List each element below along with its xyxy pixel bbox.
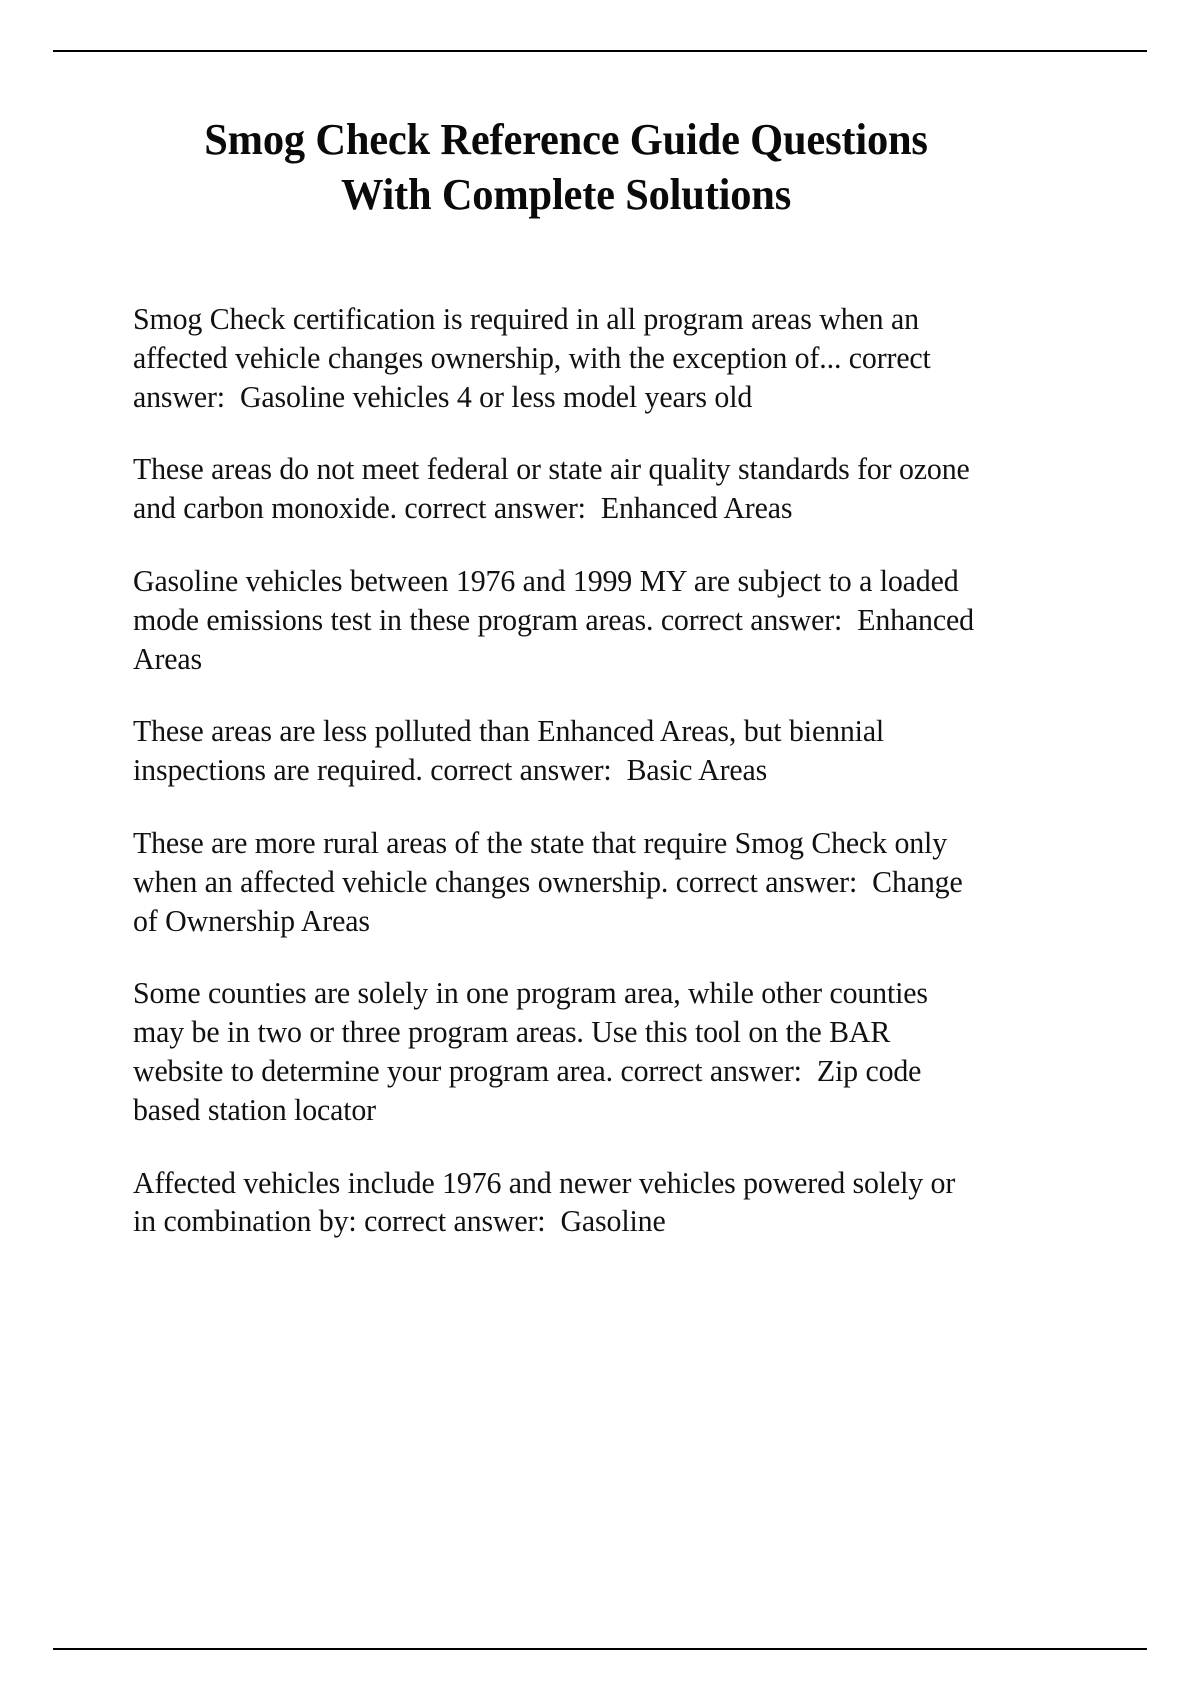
qa-body — [133, 300, 999, 1241]
qa-item: These areas are less polluted than Enhanced Areas, but biennial inspections are required. correct answer: Basic Areas — [133, 714, 892, 788]
header-divider-rule — [53, 50, 1147, 52]
qa-item: Smog Check certification is required in all program areas when an affected vehicle changes ownership, with the exception of... correct answer: Gasoline vehicles 4 or less model years old — [133, 302, 939, 414]
qa-item: Affected vehicles include 1976 and newer vehicles powered solely or in combination by: correct answer: Gasoline — [133, 1165, 963, 1239]
page-title-line-2: With Complete Solutions — [340, 170, 792, 219]
document-content — [133, 112, 999, 1241]
footer-divider-rule — [53, 1648, 1147, 1650]
page-title-line-1: Smog Check Reference Guide Questions — [204, 115, 928, 164]
qa-item: Gasoline vehicles between 1976 and 1999 MY are subject to a loaded mode emissions test in these program areas. correct answer: Enhanced Areas — [133, 563, 980, 676]
qa-item: Some counties are solely in one program area, while other counties may be in two or three program areas. Use this tool on the BAR website to determine your program area. correct answer: Zip code based station locator — [133, 976, 936, 1127]
page-title — [148, 112, 984, 222]
qa-item: These areas do not meet federal or state air quality standards for ozone and carbon monoxide. correct answer: Enhanced Areas — [133, 452, 978, 526]
qa-item: These are more rural areas of the state that require Smog Check only when an affected vehicle changes ownership. correct answer: Change of Ownership Areas — [133, 825, 971, 938]
